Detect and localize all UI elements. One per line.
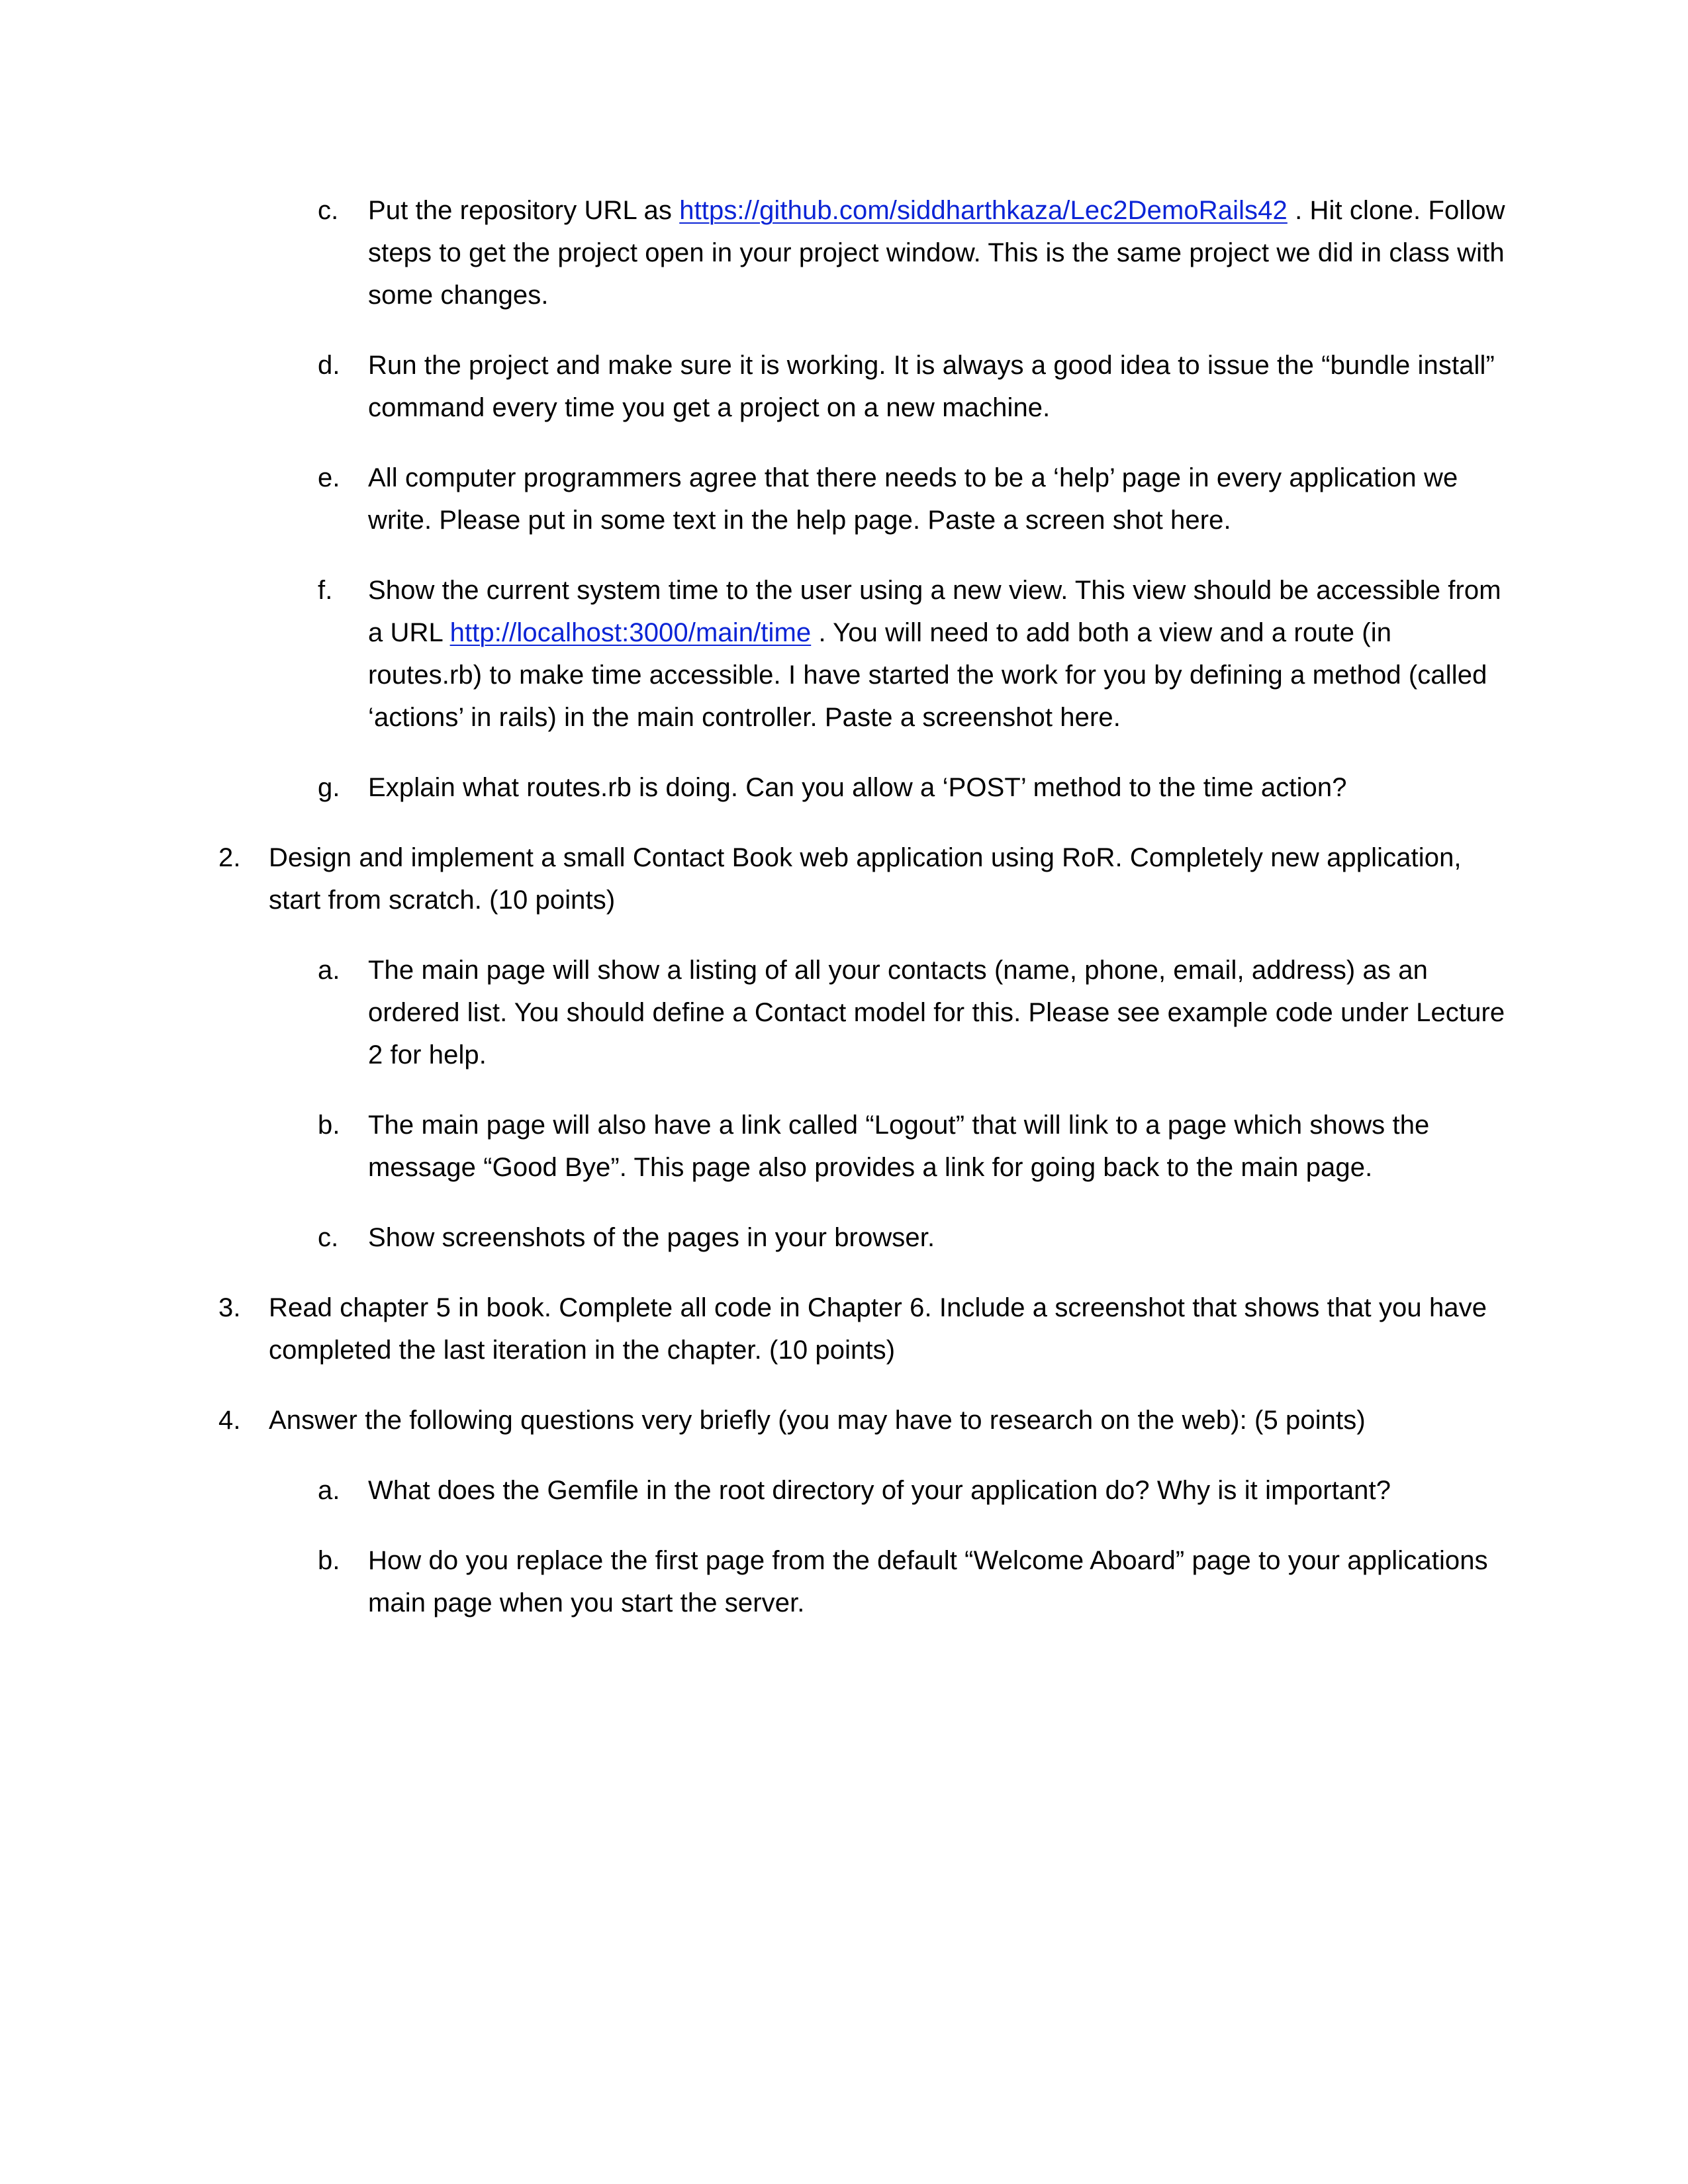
list-item-4a <box>0 1469 1688 1512</box>
localhost-time-link[interactable]: http://localhost:3000/main/time <box>449 618 812 647</box>
question-number: 4. <box>218 1406 241 1435</box>
list-item-text: Run the project and make sure it is working. It is always a good idea to issue the “bundle install” command every time you get a project on a new machine. <box>368 351 1495 422</box>
text-before-link: Put the repository URL as <box>368 196 680 225</box>
question-number: 3. <box>218 1293 241 1322</box>
list-marker: c. <box>318 1223 339 1252</box>
list-item-text: How do you replace the first page from the default “Welcome Aboard” page to your applications main page when you start the server. <box>368 1546 1488 1617</box>
list-marker: c. <box>318 196 339 225</box>
list-marker: a. <box>318 1476 340 1505</box>
text-after-link: . You will need to add both a view and a route (in routes.rb) to make time accessible. I have started the work for you by defining a method (called ‘actions’ in rails) in the main controller. Paste a screenshot here. <box>368 618 1487 732</box>
list-item-1e <box>0 457 1688 541</box>
list-item-text: What does the Gemfile in the root directory of your application do? Why is it important? <box>368 1476 1391 1505</box>
list-item-2b <box>0 1104 1688 1189</box>
text-after-link: . Hit clone. Follow steps to get the project open in your project window. This is the same project we did in class with some changes. <box>368 196 1505 310</box>
question-2 <box>0 837 1688 921</box>
question-text: Design and implement a small Contact Book web application using RoR. Completely new application, start from scratch. (10 points) <box>269 843 1462 915</box>
question-4 <box>0 1399 1688 1441</box>
list-marker: e. <box>318 463 340 492</box>
list-item-text: Show screenshots of the pages in your browser. <box>368 1223 935 1252</box>
github-repo-link[interactable]: https://github.com/siddharthkaza/Lec2DemoRails42 <box>679 196 1288 225</box>
list-marker: b. <box>318 1546 340 1575</box>
document-body <box>0 189 1688 1652</box>
list-item-text: The main page will also have a link called “Logout” that will link to a page which shows the message “Good Bye”. This page also provides a link for going back to the main page. <box>368 1111 1430 1182</box>
list-item-text: The main page will show a listing of all your contacts (name, phone, email, address) as an ordered list. You should define a Contact model for this. Please see example code under Lecture 2 for help. <box>368 956 1505 1069</box>
list-marker: f. <box>318 576 333 605</box>
question-text: Read chapter 5 in book. Complete all code in Chapter 6. Include a screenshot that shows that you have completed the last iteration in the chapter. (10 points) <box>269 1293 1487 1365</box>
list-item-text <box>368 189 1507 316</box>
list-marker: a. <box>318 956 340 985</box>
list-marker: g. <box>318 773 340 802</box>
list-item-2c <box>0 1216 1688 1259</box>
list-marker: b. <box>318 1111 340 1140</box>
list-item-4b <box>0 1539 1688 1624</box>
list-item-1c <box>0 189 1688 316</box>
list-marker: d. <box>318 351 340 380</box>
list-item-text <box>368 569 1507 739</box>
list-item-1g <box>0 766 1688 809</box>
list-item-text: All computer programmers agree that there needs to be a ‘help’ page in every application we write. Please put in some text in the help page. Paste a screen shot here. <box>368 463 1458 535</box>
list-item-text: Explain what routes.rb is doing. Can you allow a ‘POST’ method to the time action? <box>368 773 1347 802</box>
question-3 <box>0 1287 1688 1371</box>
list-item-1d <box>0 344 1688 429</box>
list-item-1f <box>0 569 1688 739</box>
question-text: Answer the following questions very briefly (you may have to research on the web): (5 points) <box>269 1406 1366 1435</box>
text-before-link: Show the current system time to the user using a new view. This view should be accessible from a URL <box>368 576 1501 647</box>
list-item-2a <box>0 949 1688 1076</box>
question-number: 2. <box>218 843 241 872</box>
